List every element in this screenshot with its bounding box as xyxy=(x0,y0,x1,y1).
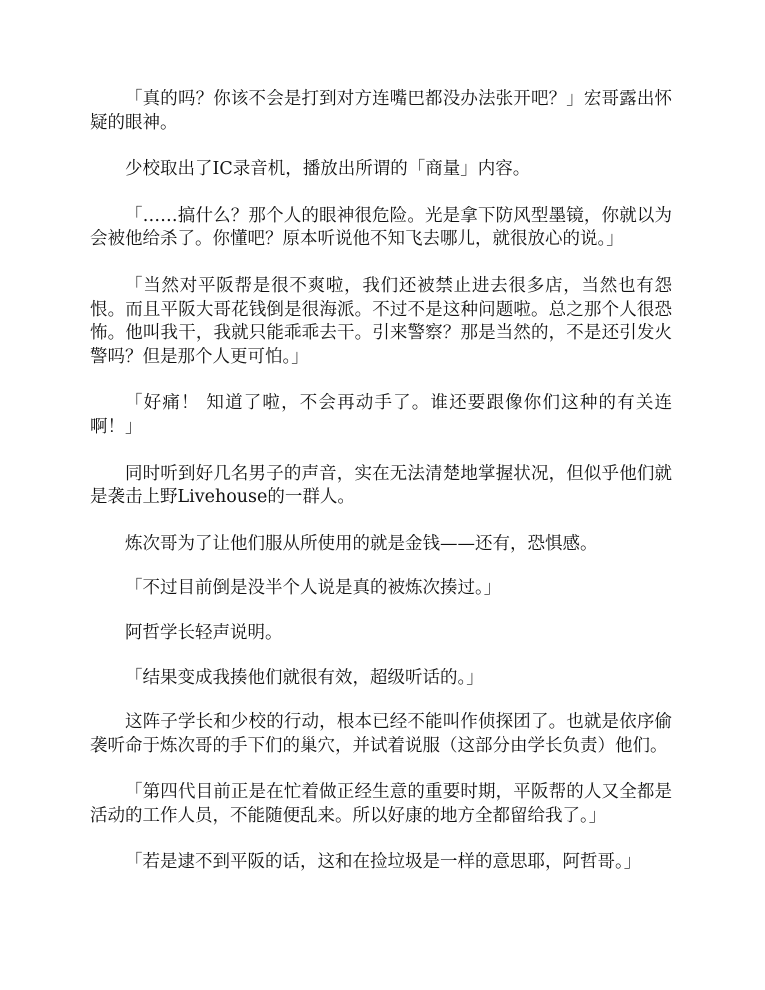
paragraph-8: 「不过目前倒是没半个人说是真的被炼次揍过。」 xyxy=(125,578,502,599)
paragraph-9: 阿哲学长轻声说明。 xyxy=(125,622,283,643)
paragraph-1: 「真的吗？你该不会是打到对方连嘴巴都没办法张开吧？」宏哥露出怀疑的眼神。 xyxy=(90,89,672,133)
paragraph-10: 「结果变成我揍他们就很有效，超级听话的。」 xyxy=(125,667,484,688)
paragraph-13: 「若是逮不到平阪的话，这和在捡垃圾是一样的意思耶，阿哲哥。」 xyxy=(125,852,642,873)
paragraph-2: 少校取出了IC录音机，播放出所谓的「商量」内容。 xyxy=(125,159,531,180)
paragraph-4: 「当然对平阪帮是很不爽啦，我们还被禁止进去很多店，当然也有怨恨。而且平阪大哥花钱倒是很海派。不过不是这种问题啦。总之那个人很恐怖。他叫我干，我就只能乖乖去干。引来警察？那是当然的，不是还引发火警吗？但是那个人更可怕。」 xyxy=(90,275,672,367)
paragraph-7: 炼次哥为了让他们服从所使用的就是金钱——还有，恐惧感。 xyxy=(125,533,598,554)
document-page xyxy=(90,88,672,898)
paragraph-3: 「……搞什么？那个人的眼神很危险。光是拿下防风型墨镜，你就以为会被他给杀了。你懂吧？原本听说他不知飞去哪儿，就很放心的说。」 xyxy=(90,205,672,250)
paragraph-12: 「第四代目前正是在忙着做正经生意的重要时期，平阪帮的人又全都是活动的工作人员，不能随便乱来。所以好康的地方全都留给我了。」 xyxy=(90,782,672,826)
paragraph-11: 这阵子学长和少校的行动，根本已经不能叫作侦探团了。也就是依序偷袭听命于炼次哥的手下们的巢穴，并试着说服（这部分由学长负责）他们。 xyxy=(90,712,672,756)
paragraph-5: 「好痛！ 知道了啦，不会再动手了。谁还要跟像你们这种的有关连啊！」 xyxy=(90,393,672,437)
paragraph-6: 同时听到好几名男子的声音，实在无法清楚地掌握状况，但似乎他们就是袭击上野Livehouse的一群人。 xyxy=(90,463,672,508)
